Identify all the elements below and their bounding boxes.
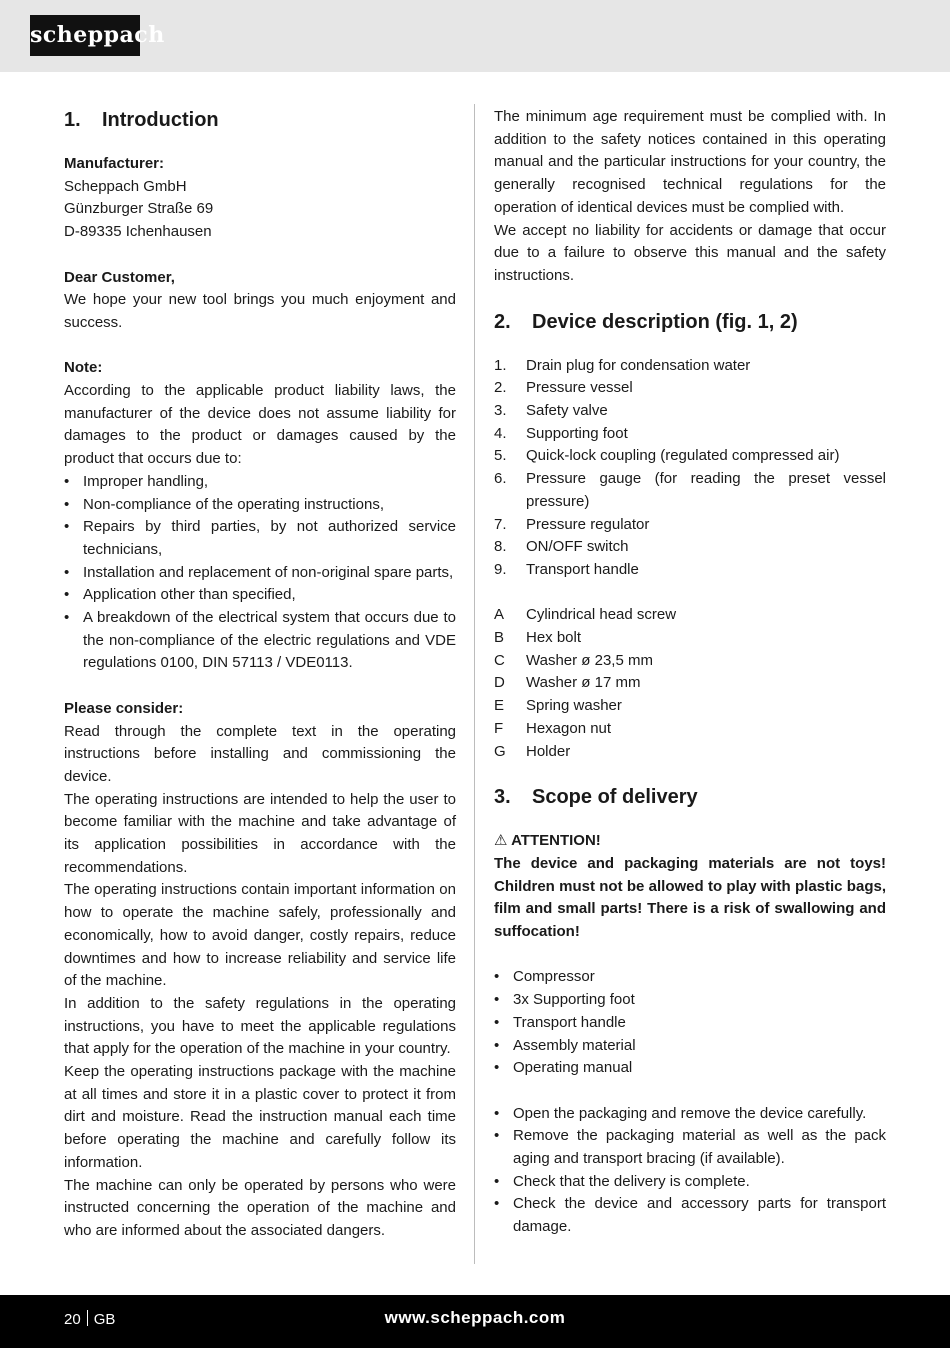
footer-band [0,1295,950,1348]
list-item: • Repairs by third parties, by not authorized service technicians, [64,516,456,561]
list-item: • Improper handling, [64,471,456,494]
consider-paragraph: Keep the operating instructions package with the machine at all times and store it in a plastic cover to protect it from dirt and moisture. Read the instruction manual each time before operating the machine and carefully follow its information. [64,1063,456,1171]
right-column [494,106,886,1239]
list-item: 6. Pressure gauge (for reading the preset vessel pressure) [494,470,886,510]
delivery-heading: 3. Scope of delivery [494,786,698,809]
consider-paragraph: The operating instructions contain important information on how to operate the machine safely, professionally and economically, how to avoid danger, costly repairs, reduce downtimes and how to increase reliability and service life of the machine. [64,881,456,990]
list-item: B Hex bolt [494,629,582,647]
list-item: 3. Safety valve [494,402,608,420]
list-item: • Open the packaging and remove the device carefully. [494,1103,886,1126]
device-component-list [494,355,886,582]
list-item: • Compressor [494,966,886,989]
liability-paragraph: We accept no liability for accidents or damage that occur due to a failure to observe this manual and the safety instructions. [494,221,886,284]
greeting: Dear Customer, [64,268,175,286]
list-item: • Assembly material [494,1035,886,1058]
list-item: G Holder [494,742,571,760]
consider-paragraph: The operating instructions are intended to help the user to become familiar with the machine and take advantage of its application possibilities in accordance with the recommendations. [64,790,456,876]
consider-paragraph: In addition to the safety regulations in the operating instructions, you have to meet the applicable regulations that apply for the operation of the machine in your country. [64,994,456,1058]
list-item: • A breakdown of the electrical system that occurs due to the non-compliance of the electric regulations and VDE regulations 0100, DIN 57113 / VDE0113. [64,607,456,675]
list-item: • Transport handle [494,1012,886,1035]
consider-paragraph: Read through the complete text in the operating instructions before installing and commissioning the device. [64,722,456,785]
list-item: E Spring washer [494,697,622,715]
list-item: C Washer ø 23,5 mm [494,651,653,669]
device-parts-list [494,604,886,763]
delivery-steps-list [494,1103,886,1239]
list-item: • Check that the delivery is complete. [494,1171,886,1194]
list-item: • 3x Supporting foot [494,989,886,1012]
consider-label: Please consider: [64,699,184,717]
delivery-contents-list [494,966,886,1080]
note-label: Note: [64,359,103,377]
list-item: • Check the device and accessory parts for transport damage. [494,1193,886,1238]
website-url: www.scheppach.com [384,1308,566,1327]
warning-triangle-icon: ⚠ [494,832,508,850]
consider-paragraph: The machine can only be operated by persons who were instructed concerning the operation of the machine and who are informed about the associated dangers. [64,1176,456,1239]
manufacturer-label: Manufacturer: [64,155,165,172]
list-item: A Cylindrical head screw [494,606,677,624]
attention-label: ⚠ ATTENTION! [494,832,601,850]
list-item: • Installation and replacement of non-original spare parts, [64,562,456,585]
column-divider [474,104,475,1264]
list-item: 8. ON/OFF switch [494,538,629,556]
list-item: 7. Pressure regulator [494,515,650,533]
left-column [64,106,456,1243]
list-item: F Hexagon nut [494,719,612,737]
list-item: 2. Pressure vessel [494,379,633,397]
note-text: According to the applicable product liability laws, the manufacturer of the device does not assume liability for damages to the product or damages caused by the product that occurs due to: [64,382,456,468]
device-heading: 2. Device description (fig. 1, 2) [494,310,798,333]
page-number: 20 GB [64,1311,116,1328]
safety-paragraph: The minimum age requirement must be complied with. In addition to the safety notices contained in this operating manual and the particular instructions for your country, the generally recognised technical regulations for the operation of identical devices must be complied with. [494,108,886,216]
list-item: • Remove the packaging material as well as the pack aging and transport bracing (if available). [494,1125,886,1170]
list-item: 9. Transport handle [494,560,639,578]
list-item: 1. Drain plug for condensation water [494,356,751,374]
list-item: • Application other than specified, [64,584,456,607]
address-line: Günzburger Straße 69 [64,200,214,218]
intro-heading: 1. Introduction [64,109,219,131]
address-line: D-89335 Ichenhausen [64,223,212,241]
list-item: 4. Supporting foot [494,424,628,442]
note-list [64,471,456,675]
list-item: • Operating manual [494,1057,886,1080]
address-line: Scheppach GmbH [64,177,187,195]
attention-text: The device and packaging materials are not toys! Children must not be allowed to play with plastic bags, film and small parts! There is a risk of swallowing and suffocation! [494,854,886,941]
list-item: D Washer ø 17 mm [494,674,641,692]
header-band [0,0,950,72]
list-item: • Non-compliance of the operating instructions, [64,494,456,517]
greeting-text: We hope your new tool brings you much enjoyment and success. [64,291,456,331]
list-item: 5. Quick-lock coupling (regulated compressed air) [494,447,840,465]
scheppach-logo: scheppach [30,15,140,56]
